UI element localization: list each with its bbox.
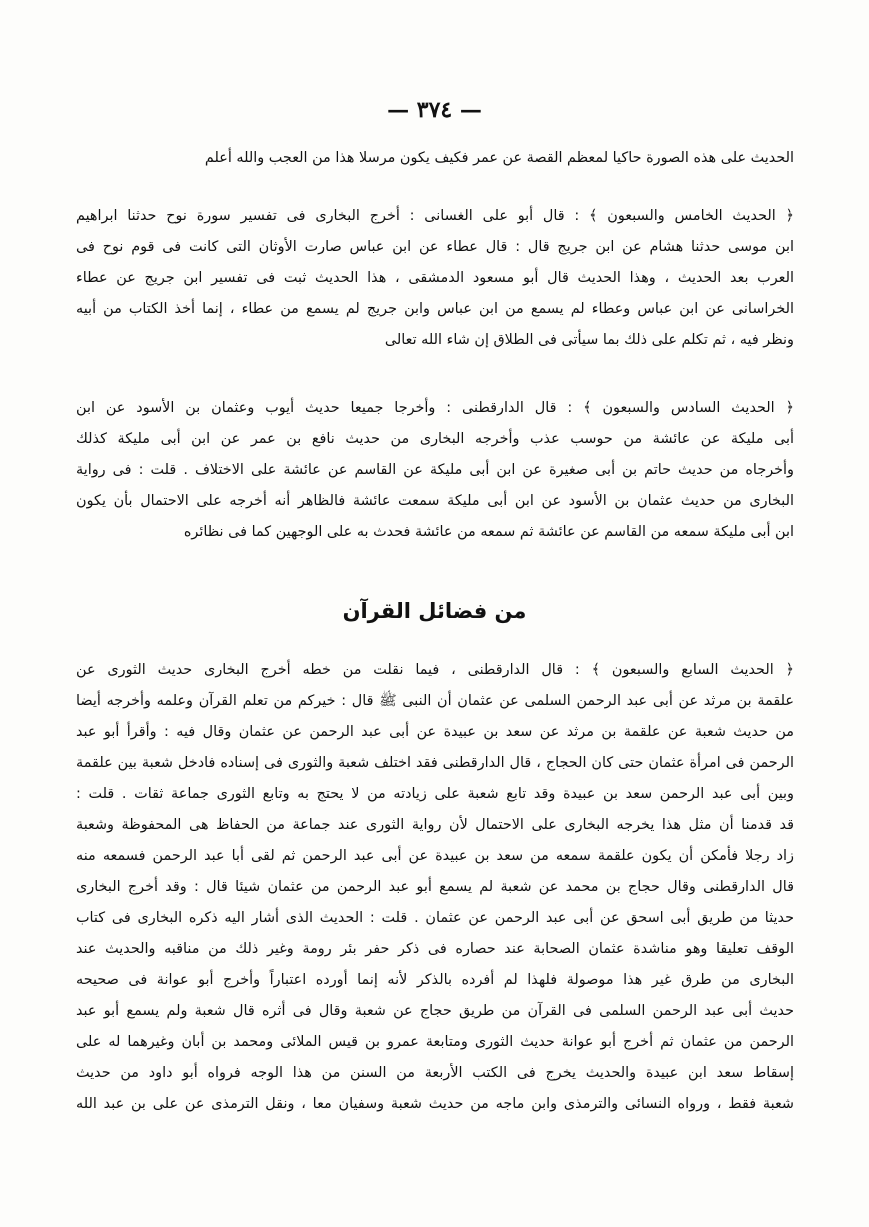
text-line: حديثا من طريق أبى اسحق عن أبى عبد الرحمن عن عثمان . قلت : الحديث الذى أشار اليه ذكره البخارى فى كتاب	[76, 910, 794, 926]
text-line: شعبة فقط ، ورواه النسائى والترمذى وابن ماجه من حديث شعبة وسفيان معا ، ونقل الترمذى عن على بن عبد الله	[76, 1096, 794, 1112]
text-line: الحديث على هذه الصورة حاكيا لمعظم القصة عن عمر فكيف يكون مرسلا هذا من العجب والله أعلم	[204, 150, 794, 166]
text-line: علقمة بن مرثد عن أبى عبد الرحمن السلمى عن عثمان أن النبى ﷺ قال : خيركم من تعلم القرآن وعلمه وأخرجه أيضا	[76, 693, 794, 709]
page-number: — ٣٧٤ —	[387, 97, 482, 123]
paragraph-continuation	[76, 143, 794, 174]
text-line: وبين أبى عبد الرحمن سعد بن عبيدة وقد تابع شعبة على زيادته من لا يحتج به وتابع الثورى جماعة ثقات . قلت :	[76, 786, 794, 802]
text-line: قال الدارقطنى وقال حجاج بن محمد عن شعبة لم يسمع أبو عبد الرحمن من عثمان شيئا قال : وقد أخرج البخارى	[76, 879, 794, 895]
text-line: ابن موسى حدثنا هشام عن ابن جريج قال : قال عطاء عن ابن عباس صارت الأوثان التى كانت فى قوم نوح فى	[76, 239, 794, 255]
text-line: أبى مليكة عن عائشة من حوسب عذب وأخرجه البخارى من حديث نافع بن عمر عن ابن أبى مليكة كذلك	[76, 431, 794, 447]
text-line: ابن أبى مليكة سمعه من القاسم عن عائشة ثم سمعه من عائشة فحدث به على الوجهين كما فى نظائره	[183, 524, 794, 540]
text-line: البخارى من حديث عثمان بن الأسود عن ابن أبى مليكة سمعت عائشة فالظاهر أنه أخرجه على الاحتمال بأن يكون	[76, 493, 794, 509]
text-line: الوقف تعليقا وهو مناشدة عثمان الصحابة عند حصاره فى ذكر حفر بئر رومة وغير ذلك من مناقبه والحديث عند	[76, 941, 794, 957]
text-line: الخراسانى عن ابن عباس وعطاء لم يسمع من ابن عباس وابن جريج لم يسمع من عطاء ، إنما أخذ الكتاب من أبيه	[76, 301, 794, 317]
text-line: ﴿ الحديث الخامس والسبعون ﴾ : قال أبو على الغسانى : أخرج البخارى فى تفسير سورة نوح حدثنا ابراهيم	[76, 208, 794, 224]
paragraph-hadith-75	[76, 201, 794, 356]
text-line: الرحمن من عثمان ثم أخرج أبو عوانة حديث الثورى ومتابعة عمرو بن قيس الملائى ومحمد بن أبان وغيرهما له على	[76, 1034, 794, 1050]
text-line: الرحمن فى امرأة عثمان حتى كان الحجاج ، قال الدارقطنى فقد اختلف شعبة والثورى فى إسناده فادخل شعبة بين علقمة	[76, 755, 794, 771]
text-line: وأخرجاه من حديث حاتم بن أبى صغيرة عن ابن أبى مليكة عن القاسم عن عائشة على الاختلاف . قلت : فى رواية	[76, 462, 794, 478]
text-line: زاد رجلا فأمكن أن يكون علقمة سمعه من سعد بن عبيدة عن أبى عبد الرحمن ثم لقى أبا عبد الرحمن فسمعه منه	[76, 848, 794, 864]
section-heading: من فضائل القرآن	[342, 599, 527, 623]
text-line: حديث أبى عبد الرحمن السلمى فى القرآن من طريق حجاج عن شعبة وقال فى أثره قال شعبة ولم يسمع أبو عبد	[76, 1003, 794, 1019]
text-line: ونظر فيه ، ثم تكلم على ذلك بما سيأتى فى الطلاق إن شاء الله تعالى	[384, 332, 794, 348]
text-line: ﴿ الحديث السابع والسبعون ﴾ : قال الدارقطنى ، فيما نقلت من خطه أخرج البخارى حديث الثورى عن	[76, 662, 794, 678]
text-line: العرب بعد الحديث ، وهذا الحديث قال أبو مسعود الدمشقى ، هذا الحديث ثبت فى تفسير ابن جريج عن عطاء	[76, 270, 794, 286]
text-line: قد قدمنا أن مثل هذا يخرجه البخارى على الاحتمال لأن رواية الثورى عند جماعة من الحفاظ هى المحفوظة وشعبة	[76, 817, 794, 833]
paragraph-hadith-77	[76, 655, 794, 1120]
text-line: البخارى من طرق غير هذا موصولة فلهذا لم أفرده بالذكر لأنه إنما أورده اعتباراً وأخرج أبو عوانة فى صحيحه	[76, 972, 794, 988]
paragraph-hadith-76	[76, 393, 794, 548]
text-line: ﴿ الحديث السادس والسبعون ﴾ : قال الدارقطنى : وأخرجا جميعا حديث أيوب وعثمان بن الأسود عن ابن	[76, 400, 794, 416]
text-line: إسقاط سعد ابن عبيدة والحديث يخرج فى الكتب الأربعة من السنن من هذا الوجه فرواه أبو داود من حديث	[76, 1065, 794, 1081]
text-line: من حديث شعبة عن علقمة بن مرثد عن سعد بن عبيدة عن أبى عبد الرحمن عن عثمان وقال فيه : وأقرأ أبو عبد	[76, 724, 794, 740]
